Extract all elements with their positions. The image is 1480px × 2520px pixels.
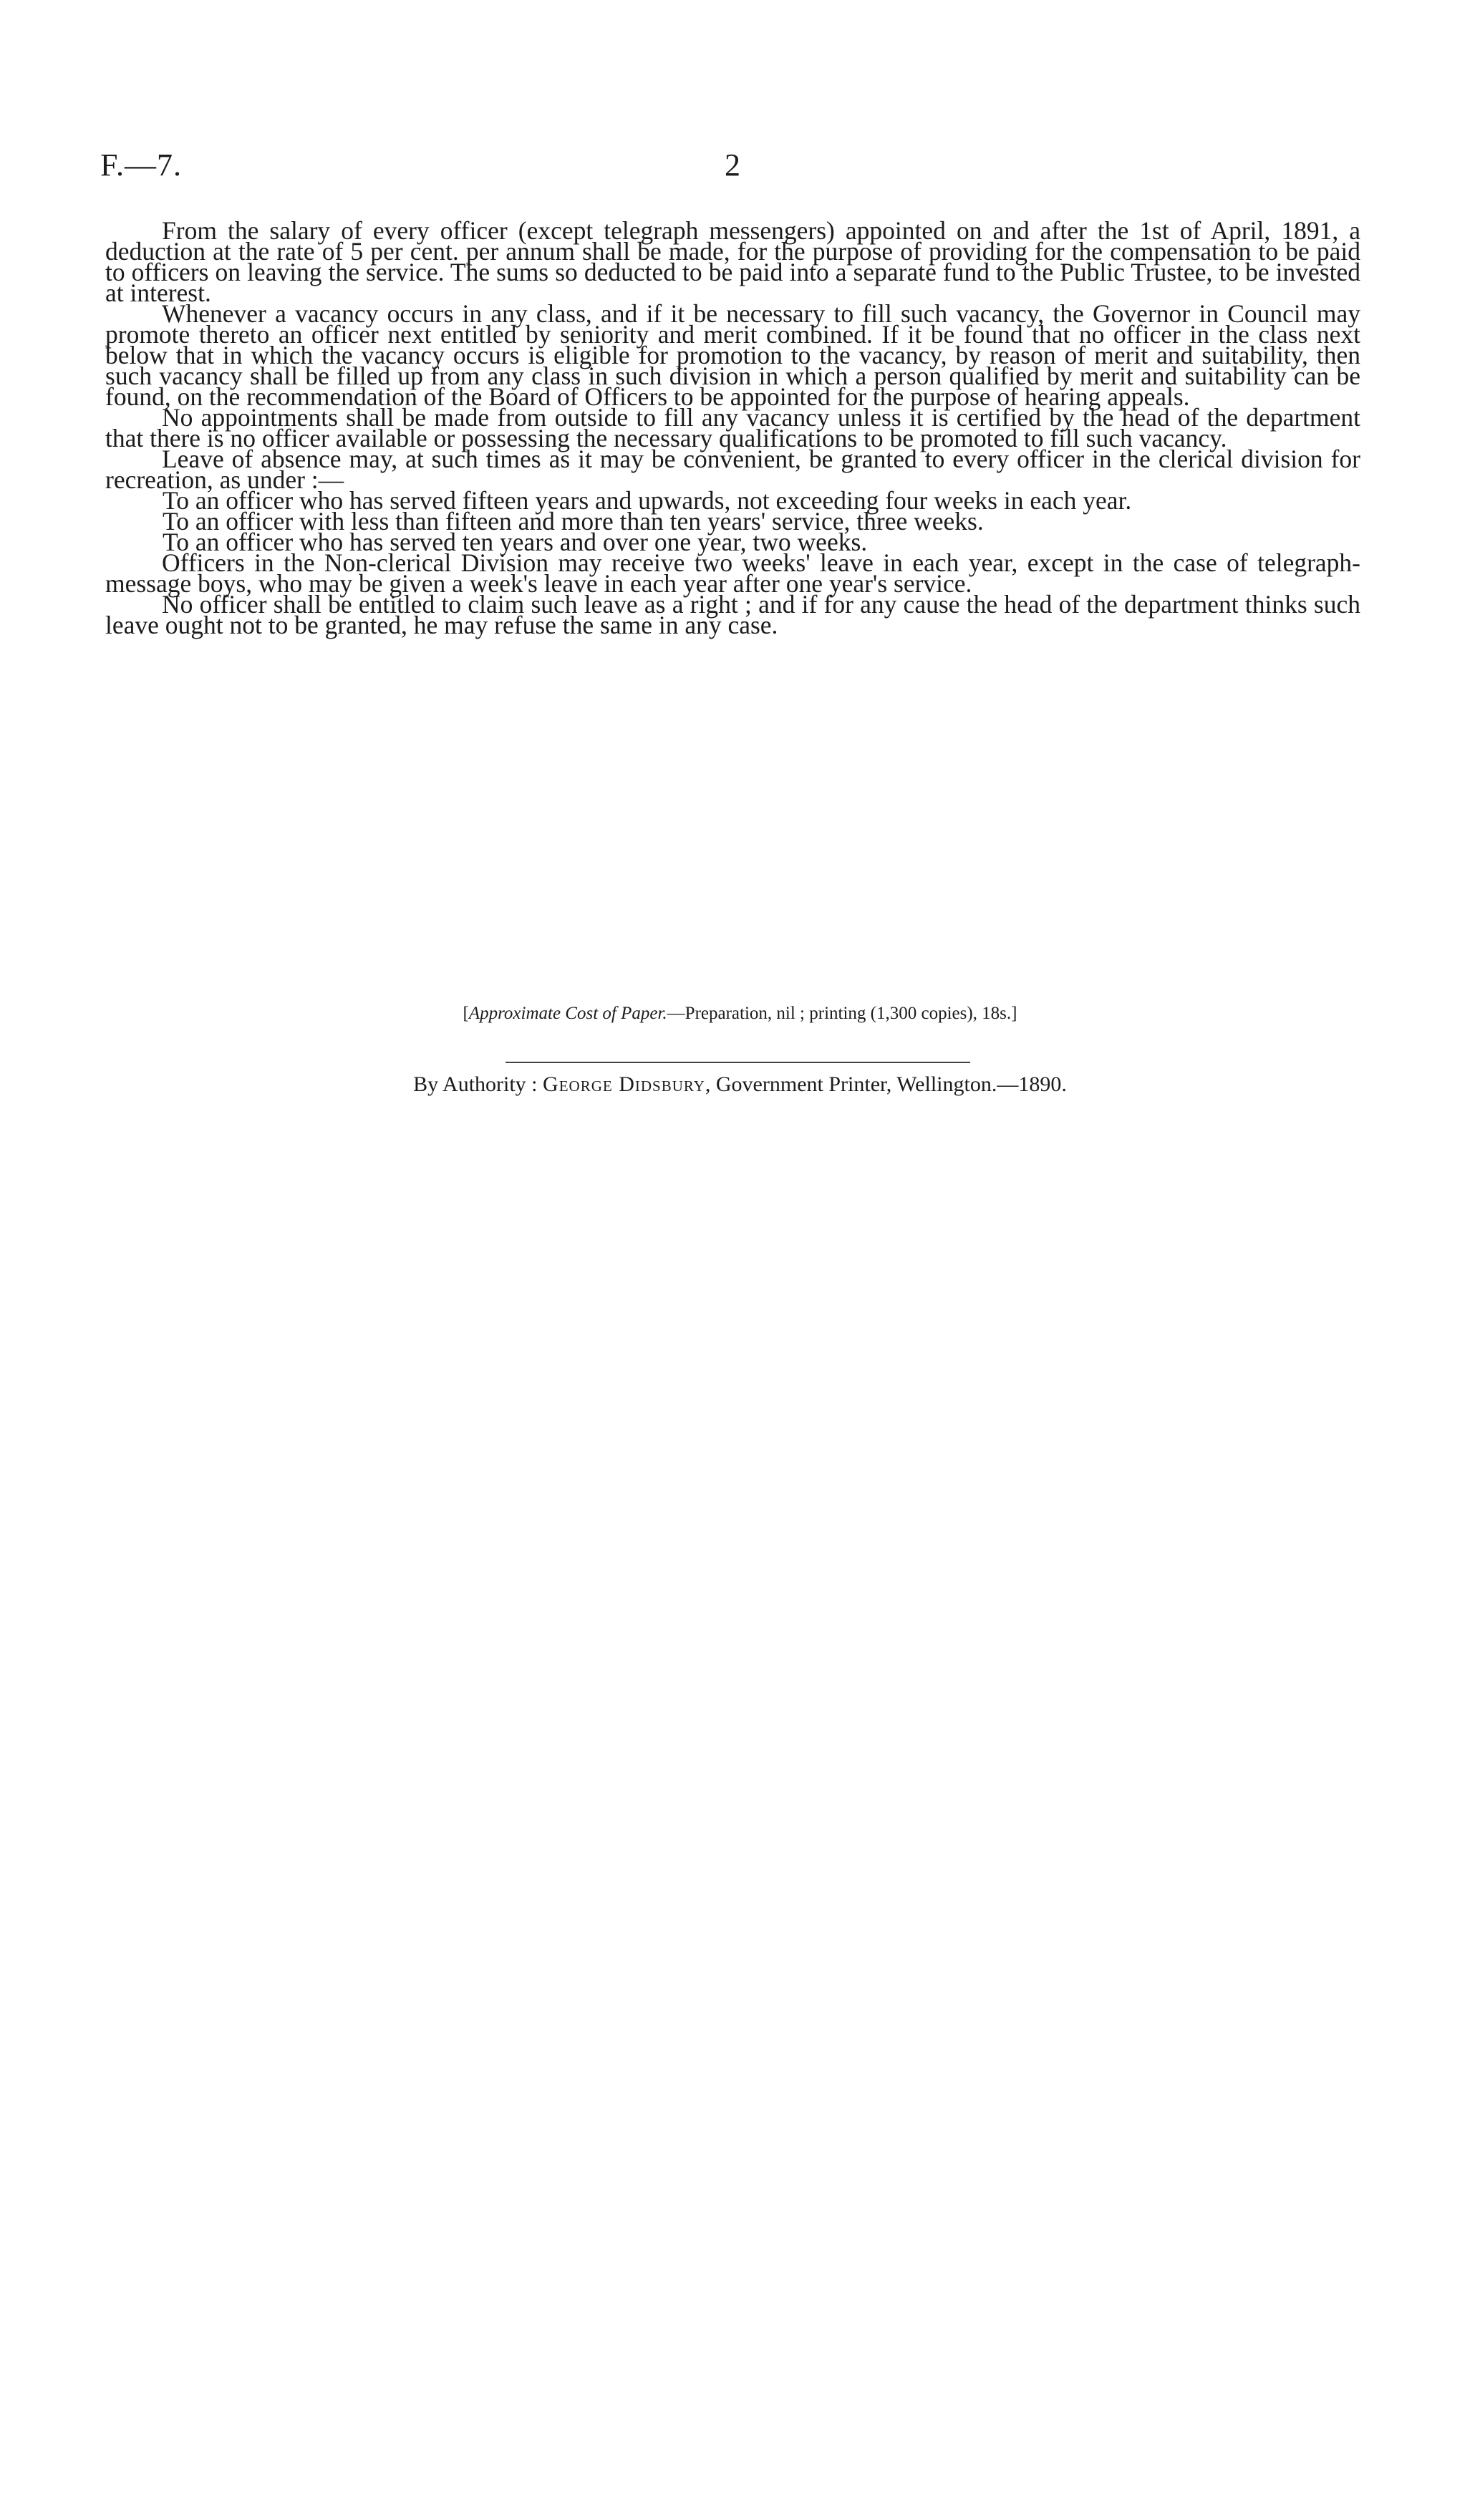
paragraph-outside-appointments: No appointments shall be made from outside to fill any vacancy unless it is certified by the head of the department that there is no officer available or possessing the necessary qualifications to be promoted to fill such vacancy. [105,403,1360,452]
paragraph-salary-deduction: From the salary of every officer (except telegraph messengers) appointed on and after the 1st of April, 1891, a deduction at the rate of 5 per cent. per annum shall be made, for the purpose of providing for the compensation to be paid to officers on leaving the service. The sums so deducted to be paid into a separate fund to the Public Trustee, to be invested at interest. [105,216,1360,307]
cost-label: Approximate Cost of Paper. [468,1004,667,1023]
body-text [105,216,1360,639]
footer-divider [506,1062,970,1063]
page-number: 2 [725,147,740,183]
cost-detail: —Preparation, nil ; printing (1,300 copies), 18s. [667,1004,1012,1023]
printer-name: George Didsbury [543,1072,705,1096]
page-header [0,147,1480,190]
leave-schedule-item: To an officer who has served fifteen years and upwards, not exceeding four weeks in each year. [163,486,1132,515]
cost-of-paper-note: [Approximate Cost of Paper.—Preparation, nil ; printing (1,300 copies), 18s.] [463,1004,1017,1023]
leave-schedule-item: To an officer with less than fifteen and more than ten years' service, three weeks. [163,507,984,536]
paragraph-non-clerical-leave: Officers in the Non-clerical Division may receive two weeks' leave in each year, except in the case of telegraph-message boys, who may be given a week's leave in each year after one year's service. [105,548,1360,598]
leave-schedule-list [105,486,1360,556]
document-reference: F.—7. [100,147,182,183]
imprint-prefix: By Authority : [413,1072,538,1096]
paragraph-vacancy-promotion: Whenever a vacancy occurs in any class, and if it be necessary to fill such vacancy, the Governor in Council may promote thereto an officer next entitled by seniority and merit combined. If it be found that no officer in the class next below that in which the vacancy occurs is eligible for promotion to the vacancy, by reason of merit and suitability, then such vacancy shall be filled up from any class in such division in which a person qualified by merit and suitability can be found, on the recommendation of the Board of Officers to be appointed for the purpose of hearing appeals. [105,299,1360,411]
imprint-suffix: , Government Printer, Wellington.—1890. [705,1072,1067,1096]
paragraph-leave-intro: Leave of absence may, at such times as it may be convenient, be granted to every officer in the clerical division for recreation, as under :— [105,445,1360,494]
leave-schedule-item: To an officer who has served ten years and over one year, two weeks. [163,528,868,556]
printer-imprint [0,1072,1480,1097]
paragraph-leave-not-right: No officer shall be entitled to claim such leave as a right ; and if for any cause the head of the department thinks such leave ought not to be granted, he may refuse the same in any case. [105,590,1360,639]
